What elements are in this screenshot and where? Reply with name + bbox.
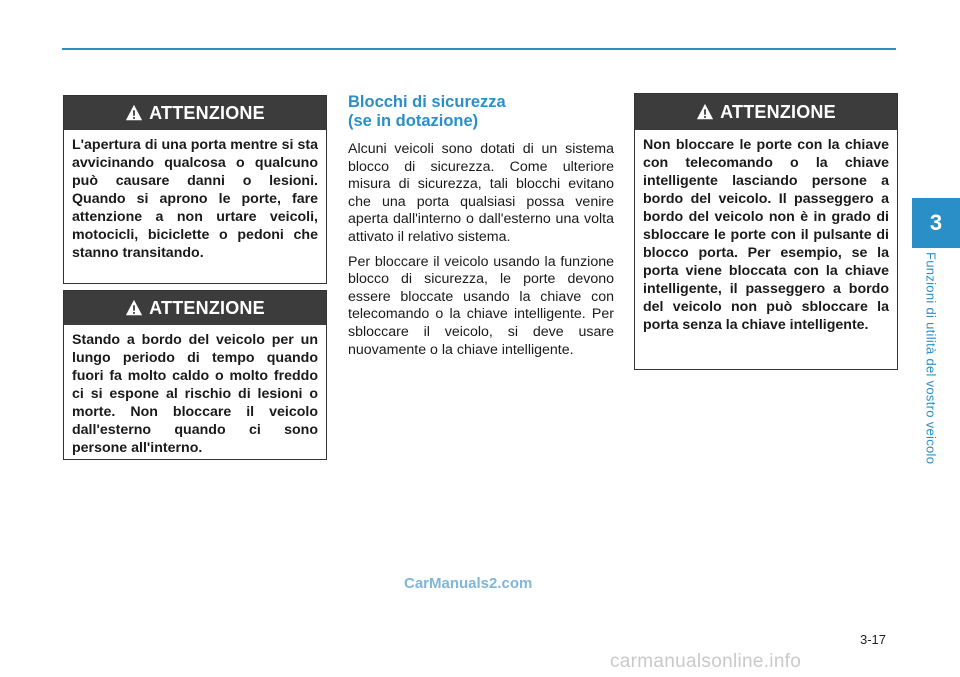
chapter-label [919,252,943,492]
body-paragraph: Alcuni veicoli sono dotati di un sistema blocco di sicurezza. Come ulteriore misura di sicurezza, tali blocchi evitano che una porta qualsiasi possa venire aperta dall'interno o dall'esterno una volta attivato il relativo sistema. [348,141,614,245]
warning-triangle-icon [125,104,143,122]
section-title [348,93,618,131]
chapter-label-text: Funzioni di utilità del vostro veicolo [923,252,939,465]
chapter-number-tab: 3 [912,198,960,248]
section-title-line-1: Blocchi di sicurezza [348,93,506,111]
warning-box-locking [634,93,898,370]
section-body [348,141,614,366]
warning-header [64,291,326,325]
footer-watermark: carmanualsonline.info [610,651,802,672]
warning-text: Stando a bordo del veicolo per un lungo periodo di tempo quando fuori fa molto caldo o molto freddo ci si espone al rischio di lesioni o morte. Non bloccare il veicolo dall'esterno quando ci sono persone all'interno. [72,332,318,456]
warning-title: ATTENZIONE [149,297,265,318]
section-title-line-2: (se in dotazione) [348,112,479,130]
top-rule [62,48,896,50]
warning-text: L'apertura di una porta mentre si sta avvicinando qualcosa o qualcuno può causare danni o lesioni. Quando si aprono le porte, fare attenzione a non urtare veicoli, motocicli, biciclette o pedoni che stanno transitando. [72,137,318,261]
warning-text: Non bloccare le porte con la chiave con telecomando o la chiave intelligente lasciando persone a bordo del veicolo. Il passeggero a bordo del veicolo non è in grado di sbloccare le porte con il pulsante di blocco porta. Per esempio, se la porta viene bloccata con la chiave intelligente, il passeggero a bordo del veicolo non può sbloccare la porta senza la chiave intelligente. [643,137,889,333]
warning-title: ATTENZIONE [720,101,836,122]
warning-header [64,96,326,130]
page-number: 3-17 [860,632,887,647]
warning-header [635,94,897,130]
body-paragraph: Per bloccare il veicolo usando la funzione blocco di sicurezza, le porte devono essere bloccate usando la chiave con telecomando o la chiave intelligente. Per sbloccare il veicolo, si deve usare nuovamente o la chiave intelligente. [348,253,614,358]
watermark: CarManuals2.com [404,575,533,592]
warning-title: ATTENZIONE [149,102,265,123]
warning-box-door-opening [63,95,327,284]
warning-box-temperature [63,290,327,460]
warning-triangle-icon [696,103,714,121]
warning-triangle-icon [125,299,143,317]
